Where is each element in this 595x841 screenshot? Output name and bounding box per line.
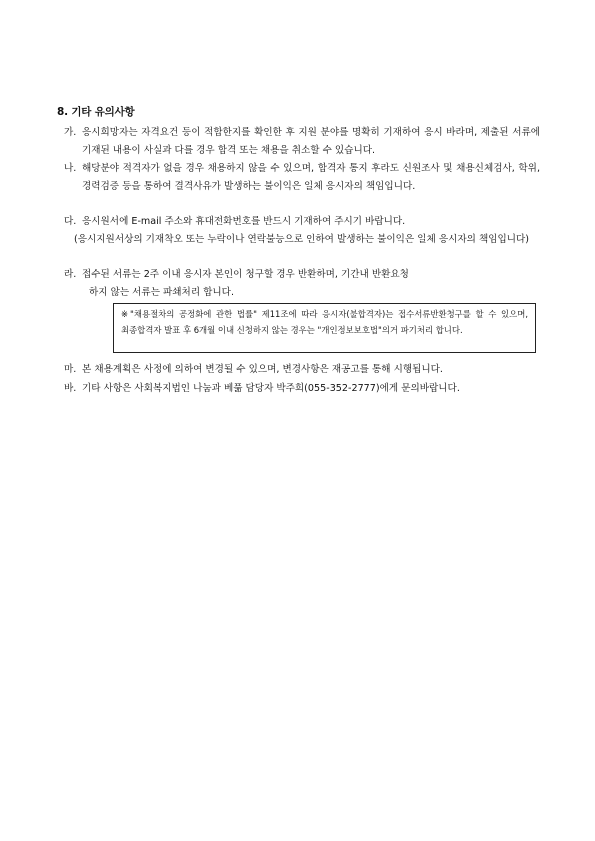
- notice-item-ma: [64, 361, 540, 379]
- notice-item-ra: [64, 266, 540, 302]
- item-text: 본 채용계획은 사정에 의하여 변경될 수 있으며, 변경사항은 재공고를 통해 시행됩니다.: [82, 364, 443, 375]
- item-marker: 마.: [64, 364, 77, 375]
- item-text: 응시원서에 E-mail 주소와 휴대전화번호를 반드시 기재하여 주시기 바랍니다.: [82, 216, 406, 227]
- item-text-line1: 접수된 서류는 2주 이내 응시자 본인이 청구할 경우 반환하며, 기간내 반환요청: [82, 269, 409, 280]
- item-text: 해당분야 적격자가 없을 경우 채용하지 않을 수 있으며, 합격자 통지 후라도 신원조사 및 채용신체검사, 학위, 경력검증 등을 통하여 결격사유가 발생하는 불이익은 일체 응시자의 책임입니다.: [82, 163, 540, 192]
- item-text-line2: 하지 않는 서류는 파쇄처리 합니다.: [89, 287, 234, 298]
- notice-item-na: [64, 160, 540, 196]
- item-text: 응시희망자는 자격요건 등이 적합한지를 확인한 후 지원 분야를 명확히 기재하여 응시 바라며, 제출된 서류에 기재된 내용이 사실과 다를 경우 합격 또는 채용을 취소할 수 있습니다.: [82, 127, 540, 156]
- item-text: 기타 사항은 사회복지법인 나눔과 베풂 담당자 박주희(055-352-2777)에게 문의바랍니다.: [82, 383, 460, 394]
- item-marker: 가.: [64, 127, 77, 138]
- item-marker: 나.: [64, 163, 77, 174]
- notice-item-da: [64, 213, 540, 249]
- notice-item-ba: [64, 380, 540, 398]
- section-title: 8. 기타 유의사항: [57, 106, 135, 118]
- item-marker: 바.: [64, 383, 77, 394]
- document-return-notice-box: ※"채용절차의 공정화에 관한 법률" 제11조에 따라 응시자(불합격자)는 접수서류반환청구를 할 수 있으며, 최종합격자 발표 후 6개월 이내 신청하지 않는 경우는 "개인정보보호법"의거 파기처리 합니다.: [113, 303, 536, 353]
- item-marker: 라.: [64, 269, 77, 280]
- notice-item-ga: [64, 124, 540, 160]
- item-marker: 다.: [64, 216, 77, 227]
- item-note: (응시지원서상의 기재착오 또는 누락이나 연락불능으로 인하여 발생하는 불이익은 일체 응시자의 책임입니다): [74, 234, 530, 245]
